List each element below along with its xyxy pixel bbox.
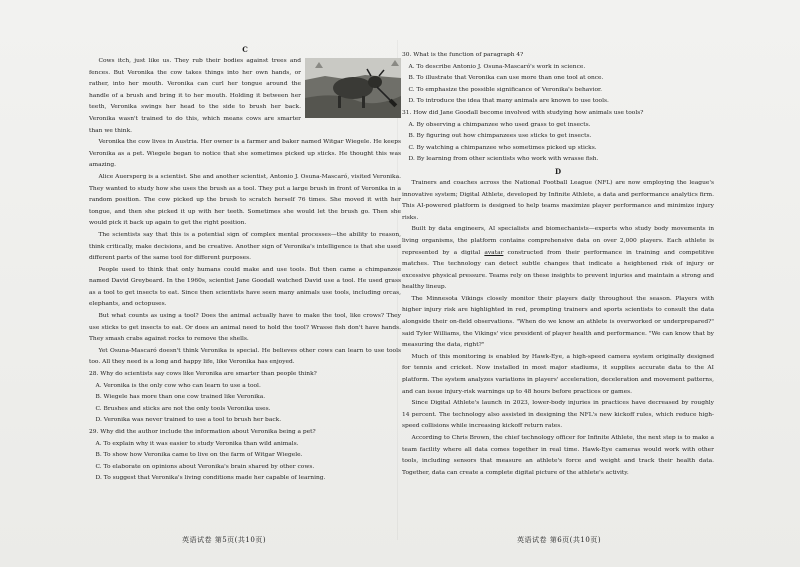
passage-d-paragraph-4: Much of this monitoring is enabled by Hawk-Eye, a high-speed camera system originally designed for tennis and cricket. Now installed in most major stadiums, it supplies accurate data to the AI platform. The system analyzes variations in players' acceleration, deceleration and movement patterns, and can issue injury-risk warnings up to 48 hours before practices or games. [402,353,714,395]
passage-d-paragraph-5: Since Digital Athlete's launch in 2023, lower-body injuries in practices have decreased by roughly 14 percent. The technology also assisted in designing the NFL's new kickoff rules, which reduce high-speed collisions while increasing kickoff return rates. [402,400,714,430]
cow-photo [305,58,401,118]
question-30-option-b: B. To illustrate that Veronika can use more than one tool at once. [408,75,604,82]
question-30-option-a: A. To describe Antonio J. Osuna-Mascaró's work in science. [408,63,586,70]
right-page-column [402,50,714,479]
passage-c-paragraph-5: People used to think that only humans could make and use tools. But then came a chimpanzee named David Greybeard. In the 1960s, scientist Jane Goodall watched David use a tool. He used grass as a tool to get insects to eat. Since then scientists have seen many animals use tools, including orcas, elephants, and octopuses. [89,266,401,308]
passage-c-paragraph-3: Alice Auersperg is a scientist. She and another scientist, Antonio J. Osuna-Mascaró, visited Veronika. They wanted to study how she uses the brush as a tool. They put a large brush in front of Veronika in a random position. The cow picked up the brush to scratch herself 76 times. She moved it with her tongue, and then she picked it up with her teeth. Sometimes she would let the brush go. Then she would pick it back up again to get the right position. [89,173,401,227]
left-page-footer: 英语试卷 第5页(共10页) [182,536,267,544]
question-31-stem: 31. How did Jane Goodall become involved with studying how animals use tools? [402,109,644,116]
question-29-option-b: B. To show how Veronika came to live on the farm of Witgar Wiegele. [95,452,303,459]
passage-c-paragraph-7: Yet Osuna-Mascaró doesn't think Veronika is special. He believes other cows can learn to use tools too. All they need is a long and happy life, like Veronika has enjoyed. [89,347,401,366]
passage-d-paragraph-2 [402,224,714,294]
passage-c-paragraph-2: Veronika the cow lives in Austria. Her owner is a farmer and baker named Witgar Wiegele. He keeps Veronika as a pet. Wiegele began to notice that she sometimes picked up sticks. He thought this was amazing. [89,139,401,169]
question-31-option-b: B. By figuring out how chimpanzees use sticks to get insects. [408,133,592,140]
question-28-option-d: D. Veronika was never trained to use a tool to brush her back. [95,417,282,424]
right-page-footer: 英语试卷 第6页(共10页) [517,536,602,544]
passage-d-paragraph-3: The Minnesota Vikings closely monitor their players daily throughout the season. Players with higher injury risk are highlighted in red, prompting trainers and sports scientists to consult the data alongside their on-field observations. "When do we know an athlete is overworked or underprepared?" said Tyler Williams, the Vikings' vice president of player health and performance. "We can know that by measuring the data, right?" [402,295,714,349]
question-30-option-c: C. To emphasize the possible significance of Veronika's behavior. [408,86,603,93]
question-28-option-c: C. Brushes and sticks are not the only tools Veronika uses. [95,405,271,412]
question-31-option-c: C. By watching a chimpanzee who sometimes picked up sticks. [408,144,597,151]
question-28-option-b: B. Wiegele has more than one cow trained like Veronika. [95,394,266,401]
question-29-option-d: D. To suggest that Veronika's living conditions made her capable of learning. [95,475,326,482]
question-29-option-c: C. To elaborate on opinions about Veronika's brain shared by other cows. [95,463,315,470]
passage-d-paragraph-6: According to Chris Brown, the chief technology officer for Infinite Athlete, the next step is to make a team facility where all data comes together in real time. Hawk-Eye cameras would work with other tools, including sensors that measure an athlete's force and weight and track their health data. Together, data can create a complete digital picture of the athlete's activity. [402,435,714,476]
passage-d-title: D [554,166,562,176]
question-30-stem: 30. What is the function of paragraph 4? [402,52,524,58]
question-29-stem: 29. Why did the author include the information about Veronika being a pet? [89,429,316,435]
passage-c-paragraph-4: The scientists say that this is a potential sign of complex mental processes—the ability to reason, think critically, make decisions, and be creative. Another sign of Veronika's intelligence is that she used different parts of the same tool for different purposes. [89,231,401,262]
passage-d-paragraph-1: Trainers and coaches across the National Football League (NFL) are now employing the league's innovative system; Digital Athlete, developed by Infinite Athlete, a data and performance analytics firm. This AI-powered platform is designed to help teams maximize player performance and minimize injury risks. [402,179,714,221]
avatar-underlined-word: avatar [484,249,504,256]
question-28-stem: 28. Why do scientists say cows like Veronika are smarter than people think? [89,371,317,378]
passage-c-title: C [242,45,248,54]
passage-c-paragraph-6: But what counts as using a tool? Does the animal actually have to make the tool, like crows? They use sticks to get insects to eat. Or does an animal need to hold the tool? Wrasse fish don't have hands. They smash crabs against rocks to remove the shells. [89,313,401,343]
passage-d-paragraph-2-start: Built by data engineers, AI specialists and biomechanists—experts who study body movements in living organisms, the platform contains comprehensive data on over 2,000 players. Each athlete is represented by a digital [402,226,714,256]
passage-c-paragraph-1: Cows itch, just like us. They rub their bodies against trees and fences. But Veronika the cow takes things into her own hands, or rather, into her mouth. Veronika can curl her tongue around the handle of a brush and bring it to her mouth. Holding it between her teeth, Veronika swings her head to the side to brush her back. Veronika wasn't trained to do this, which means cows are smarter than we think. [89,58,301,134]
cow-brush-photo-image [305,58,401,118]
question-29-option-a: A. To explain why it was easier to study Veronika than wild animals. [95,440,299,447]
question-31-option-d: D. By learning from other scientists who work with wrasse fish. [408,156,599,163]
question-31-option-a: A. By observing a chimpanzee who used grass to get insects. [408,121,591,128]
question-30-option-d: D. To introduce the idea that many animals are known to use tools. [408,98,609,105]
left-page-column [89,44,401,485]
passage-d-paragraph-2-end: constructed from their performance in training and competitive matches. The technology can detect subtle changes that indicate a heightened risk of injury or excessive physical pressure. Teams rely on these insights to prevent injuries and maintain a strong and healthy lineup. [402,249,714,291]
question-28-option-a: A. Veronika is the only cow who can learn to use a tool. [95,382,261,389]
